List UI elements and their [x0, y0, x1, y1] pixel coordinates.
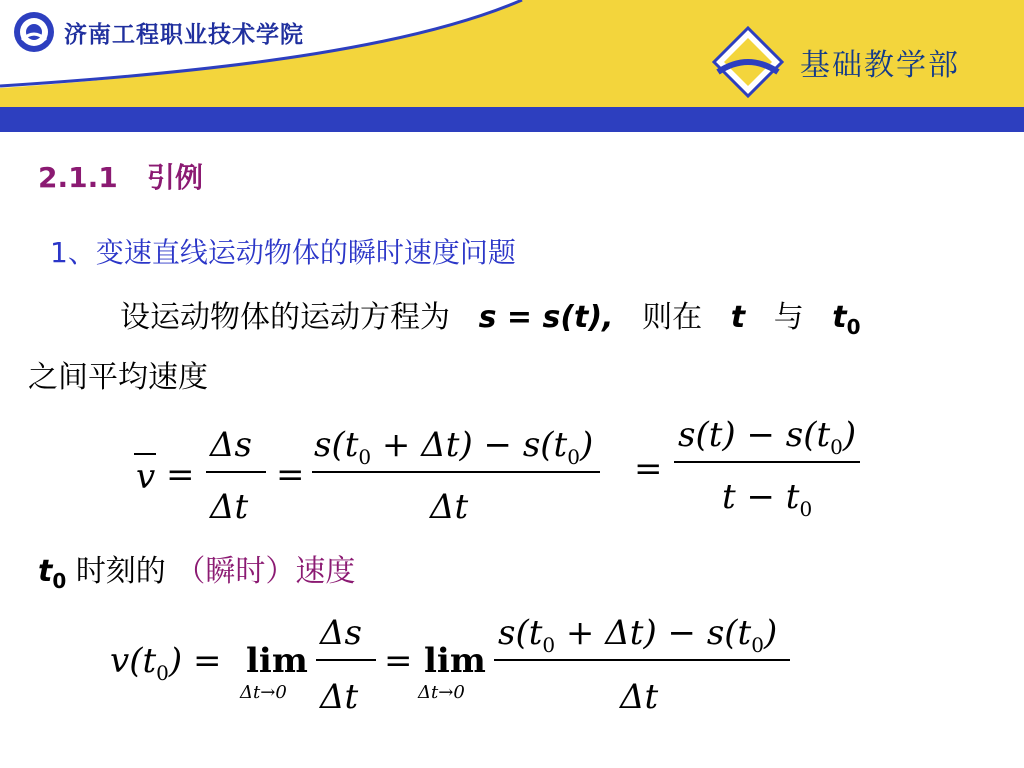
svg-text:Δs: Δs: [320, 613, 363, 653]
instant-label: [38, 546, 355, 593]
svg-text:=: =: [166, 455, 195, 495]
svg-text:v(t0) =: $v(t_0)$ =: [110, 641, 222, 685]
svg-text:=: =: [634, 449, 663, 489]
svg-text:Δs: Δs: [210, 425, 253, 465]
svg-text:Δt: Δt: [210, 487, 249, 527]
svg-text:lim: lim: [246, 641, 308, 681]
section-title: [38, 156, 203, 196]
paragraph-connector: 与: [773, 300, 804, 335]
slide-header: [0, 0, 1024, 132]
var-t0-instant: $t_0$: [38, 554, 67, 593]
svg-text:v: v: [136, 457, 156, 497]
svg-text:Δt: Δt: [320, 677, 359, 717]
department-logo-icon: [706, 26, 790, 98]
motion-equation: s = s(t),: [478, 300, 614, 335]
svg-text:Δt→0: Δt→0: [240, 682, 287, 703]
department-name: 基础教学部: [800, 48, 960, 83]
svg-text:s(t0 + Δt) − s(t0): $s(t_0 + \Delta t) - s(t_0)$: [498, 613, 778, 657]
svg-text:Δt: Δt: [620, 677, 659, 717]
instant-highlight: （瞬时）速度: [175, 554, 356, 589]
paragraph-line-2: 之间平均速度: [28, 360, 208, 395]
section-number: 2.1.1: [38, 161, 118, 194]
instant-velocity-formula: [100, 610, 820, 730]
average-velocity-formula: [120, 416, 880, 536]
instant-text: 时刻的: [75, 554, 166, 589]
school-name: 济南工程职业技术学院: [64, 20, 304, 48]
svg-text:s(t) − s(t0): $s(t) - s(t_0)$: [678, 416, 857, 459]
department-brand: [706, 26, 960, 98]
paragraph-mid: 则在: [642, 300, 703, 335]
paragraph-line-1: [120, 292, 861, 339]
var-t: t: [730, 300, 746, 335]
svg-text:=: =: [276, 455, 305, 495]
svg-text:lim: lim: [424, 641, 486, 681]
section-title-text: 引例: [146, 161, 203, 194]
svg-text:Δt→0: Δt→0: [418, 682, 465, 703]
svg-text:s(t0 + Δt) − s(t0): $s(t_0 + \Delta t) - s(t_0)$: [314, 425, 594, 469]
school-brand: [12, 10, 304, 54]
svg-text:Δt: Δt: [430, 487, 469, 527]
problem-heading: 1、变速直线运动物体的瞬时速度问题: [50, 236, 516, 269]
svg-text:t − t0: $t - t_0$: [722, 477, 813, 521]
var-t0: $t_0$: [832, 300, 861, 339]
header-blue-band: [0, 107, 1024, 132]
svg-text:=: =: [384, 641, 413, 681]
school-logo-icon: [12, 10, 56, 54]
paragraph-lead: 设运动物体的运动方程为: [120, 300, 450, 335]
